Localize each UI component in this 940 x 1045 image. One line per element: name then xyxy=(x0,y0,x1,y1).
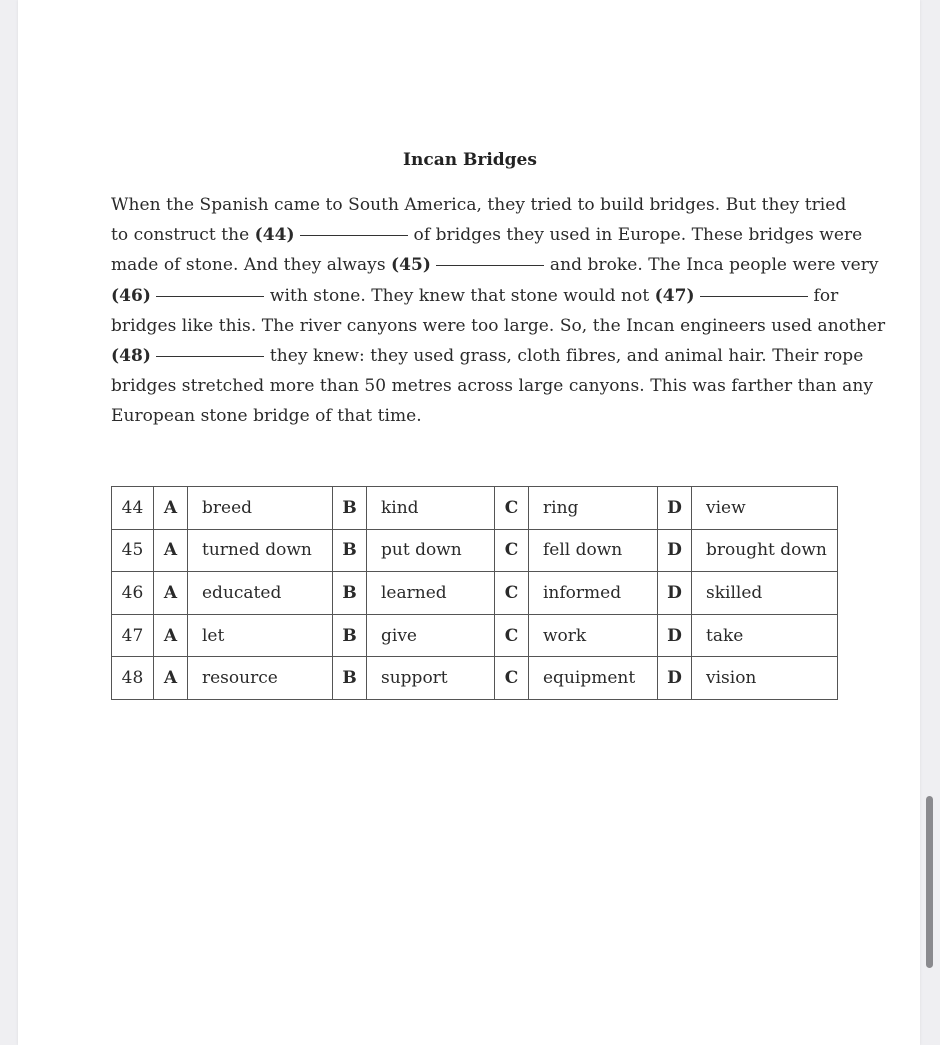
table-row xyxy=(112,572,838,615)
option-letter-a: A xyxy=(154,572,188,615)
passage-text: for xyxy=(808,285,839,306)
passage-text: and broke. The Inca people were very xyxy=(544,255,879,276)
answer-blank-44 xyxy=(300,235,408,236)
page-title: Incan Bridges xyxy=(403,150,537,170)
gap-number-44: (44) xyxy=(254,225,295,246)
table-row xyxy=(112,614,838,657)
option-b: put down xyxy=(367,529,495,572)
option-d: vision xyxy=(692,657,838,700)
option-letter-c: C xyxy=(495,614,529,657)
question-number: 48 xyxy=(112,657,154,700)
option-b: kind xyxy=(367,487,495,530)
gap-number-45: (45) xyxy=(391,255,431,276)
option-letter-d: D xyxy=(658,487,692,530)
option-letter-b: B xyxy=(333,614,367,657)
question-number: 46 xyxy=(112,572,154,615)
passage-text: When the Spanish came to South America, they tried to build bridges. But they tried xyxy=(111,195,847,215)
option-a: breed xyxy=(188,487,333,530)
option-c: work xyxy=(529,614,658,657)
answer-blank-47 xyxy=(700,296,808,297)
option-letter-a: A xyxy=(154,529,188,572)
gap-number-48: (48) xyxy=(111,346,151,367)
option-d: brought down xyxy=(692,529,838,572)
gap-number-46: (46) xyxy=(111,285,151,306)
option-d: skilled xyxy=(692,572,838,615)
option-c: informed xyxy=(529,572,658,615)
passage-line xyxy=(111,371,874,401)
question-number: 45 xyxy=(112,529,154,572)
option-a: turned down xyxy=(188,529,333,572)
option-b: support xyxy=(367,657,495,700)
option-d: view xyxy=(692,487,838,530)
table-row xyxy=(112,657,838,700)
option-a: resource xyxy=(188,657,333,700)
option-d: take xyxy=(692,614,838,657)
table-row xyxy=(112,529,838,572)
option-letter-d: D xyxy=(658,657,692,700)
option-c: ring xyxy=(529,487,658,530)
passage-line xyxy=(111,250,879,280)
option-a: let xyxy=(188,614,333,657)
option-letter-a: A xyxy=(154,487,188,530)
passage-text: bridges stretched more than 50 metres across large canyons. This was farther than any xyxy=(111,376,874,397)
option-letter-d: D xyxy=(658,572,692,615)
passage-line xyxy=(111,220,863,250)
gap-number-47: (47) xyxy=(654,285,695,306)
option-letter-b: B xyxy=(333,572,367,615)
option-b: give xyxy=(367,614,495,657)
option-letter-b: B xyxy=(333,487,367,530)
option-letter-c: C xyxy=(495,572,529,615)
answer-blank-48 xyxy=(156,356,264,357)
question-number: 47 xyxy=(112,614,154,657)
option-b: learned xyxy=(367,572,495,615)
passage-line xyxy=(111,311,886,341)
option-c: fell down xyxy=(529,529,658,572)
options-table xyxy=(111,486,838,700)
option-letter-c: C xyxy=(495,657,529,700)
passage-text: with stone. They knew that stone would not xyxy=(264,285,655,306)
option-letter-d: D xyxy=(658,529,692,572)
passage-text: bridges like this. The river canyons were too large. So, the Incan engineers used another xyxy=(111,315,886,336)
passage-line xyxy=(111,190,847,220)
option-letter-c: C xyxy=(495,487,529,530)
passage-text: made of stone. And they always xyxy=(111,255,392,276)
passage xyxy=(111,190,886,432)
passage-text: European stone bridge of that time. xyxy=(111,406,422,427)
option-letter-b: B xyxy=(333,657,367,700)
vertical-scrollbar[interactable] xyxy=(926,796,933,968)
option-c: equipment xyxy=(529,657,658,700)
option-letter-d: D xyxy=(658,614,692,657)
option-letter-b: B xyxy=(333,529,367,572)
answer-blank-45 xyxy=(436,265,544,266)
passage-line xyxy=(111,281,839,311)
table-row xyxy=(112,487,838,530)
option-letter-a: A xyxy=(154,657,188,700)
option-a: educated xyxy=(188,572,333,615)
passage-line xyxy=(111,341,864,371)
passage-line xyxy=(111,401,836,431)
question-number: 44 xyxy=(112,487,154,530)
passage-text: of bridges they used in Europe. These bridges were xyxy=(408,225,863,246)
passage-text: to construct the xyxy=(111,225,255,246)
option-letter-c: C xyxy=(495,529,529,572)
answer-blank-46 xyxy=(156,296,264,297)
option-letter-a: A xyxy=(154,614,188,657)
passage-text: they knew: they used grass, cloth fibres, and animal hair. Their rope xyxy=(264,346,864,367)
